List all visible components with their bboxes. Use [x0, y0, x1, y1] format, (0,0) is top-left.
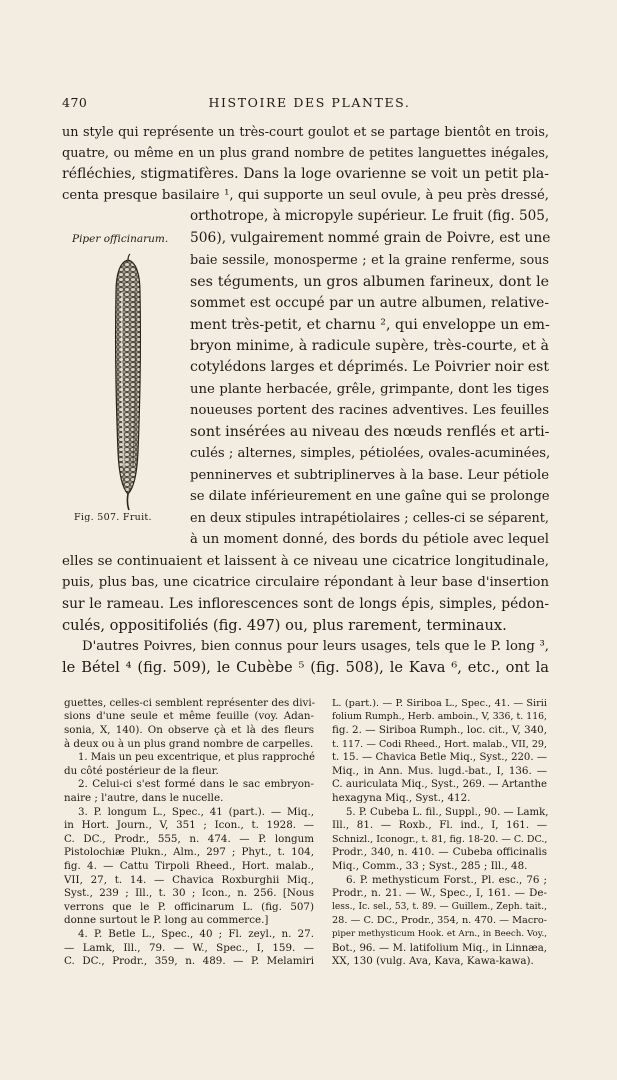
- body-line: sur le rameau. Les inflorescences sont de longs épis, simples, pédon-: [62, 596, 549, 612]
- footnote-line: folium Rumph., Herb. amboin., V, 336, t. 116,: [332, 711, 547, 722]
- body-line: 506), vulgairement nommé grain de Poivre, est une: [190, 230, 551, 246]
- footnote-line: 6. P. methysticum Forst., Pl. esc., 76 ;: [346, 874, 547, 886]
- footnote-line: Miq., in Ann. Mus. lugd.-bat., I, 136. —: [332, 765, 547, 777]
- footnote-line: Syst., 239 ; Ill., t. 30 ; Icon., n. 256. [Nous: [64, 887, 314, 899]
- footnote-line: à deux ou à un plus grand nombre de carpelles.: [64, 738, 314, 750]
- body-line: réfléchies, stigmatifères. Dans la loge ovarienne se voit un petit pla-: [62, 166, 549, 182]
- body-line: puis, plus bas, une cicatrice circulaire répondant à leur base d'insertion: [62, 575, 549, 590]
- footnote-line: 3. P. longum L., Spec., 41 (part.). — Miq.,: [78, 806, 314, 818]
- footnote-line: 2. Celui-ci s'est formé dans le sac embryon-: [78, 778, 314, 790]
- footnote-line: t. 15. — Chavica Betle Miq., Syst., 220. —: [332, 752, 547, 763]
- footnote-line: 4. P. Betle L., Spec., 40 ; Fl. zeyl., n. 27.: [78, 928, 314, 940]
- footnote-line: du côté postérieur de la fleur.: [64, 765, 219, 777]
- body-line: culés ; alternes, simples, pétiolées, ovales-acuminées,: [190, 446, 551, 461]
- body-line: cotylédons larges et déprimés. Le Poivrier noir est: [190, 359, 549, 375]
- body-line: culés, oppositifoliés (fig. 497) ou, plus rarement, terminaux.: [62, 617, 507, 634]
- footnote-line: donne surtout le P. long au commerce.]: [64, 914, 269, 926]
- footnote-line: C. DC., Prodr., 555, n. 474. — P. longum: [64, 833, 314, 845]
- running-header: [62, 95, 557, 115]
- body-line: baie sessile, monosperme ; et la graine renferme, sous: [190, 253, 549, 268]
- footnote-line: Ill., 81. — Roxb., Fl. ind., I, 161. —: [332, 819, 547, 831]
- footnote-line: C. auriculata Miq., Syst., 269. — Artanthe: [332, 779, 547, 790]
- body-line: elles se continuaient et laissent à ce niveau une cicatrice longitudinale,: [62, 554, 549, 569]
- footnote-line: VII, 27, t. 14. — Chavica Roxburghii Miq.,: [64, 874, 314, 886]
- body-line: le Bétel ⁴ (fig. 509), le Cubèbe ⁵ (fig. 508), le Kava ⁶, etc., ont la: [62, 659, 549, 676]
- body-line: quatre, ou même en un plus grand nombre de petites languettes inégales,: [62, 146, 549, 161]
- body-line: orthotrope, à micropyle supérieur. Le fruit (fig. 505,: [190, 208, 550, 224]
- footnote-line: less., Ic. sel., 53, t. 89. — Guillem., Zeph. tait.,: [332, 902, 547, 912]
- footnote-line: Prodr., n. 21. — W., Spec., I, 161. — De-: [332, 887, 547, 899]
- footnote-line: 1. Mais un peu excentrique, et plus rapproché: [78, 752, 316, 763]
- footnote-line: sonia, X, 140). On observe çà et là des fleurs: [64, 724, 314, 736]
- body-line: à un moment donné, des bords du pétiole avec lequel: [190, 532, 549, 547]
- body-line: sont insérées au niveau des nœuds renflés et arti-: [190, 424, 550, 440]
- footnote-line: sions d'une seule et même feuille (voy. Adan-: [64, 710, 314, 722]
- footnote-line: piper methysticum Hook. et Arn., in Beech. Voy.,: [332, 929, 547, 939]
- piper-fruit-spike-illustration: [94, 252, 162, 512]
- footnote-line: Bot., 96. — M. latifolium Miq., in Linnæa,: [332, 943, 547, 954]
- footnote-line: t. 117. — Codi Rheed., Hort. malab., VII, 29,: [332, 739, 547, 750]
- footnote-line: fig. 2. — Siriboa Rumph., loc. cit., V, 340,: [332, 724, 547, 736]
- footnote-line: Schnizl., Iconogr., t. 81, fig. 18-20. — C. DC.,: [332, 834, 548, 845]
- footnote-line: guettes, celles-ci semblent représenter des divi-: [64, 697, 316, 709]
- footnote-line: L. (part.). — P. Siriboa L., Spec., 41. — Sirii: [332, 698, 547, 709]
- figure-caption-number: Fig. 507. Fruit.: [74, 512, 152, 523]
- body-line: centa presque basilaire ¹, qui supporte un seul ovule, à peu près dressé,: [62, 188, 549, 203]
- footnote-line: Prodr., 340, n. 410. — Cubeba officinalis: [332, 846, 547, 858]
- footnote-line: 5. P. Cubeba L. fil., Suppl., 90. — Lamk,: [346, 807, 549, 818]
- body-line: D'autres Poivres, bien connus pour leurs usages, tels que le P. long ³,: [82, 639, 549, 654]
- body-line: noueuses portent des racines adventives. Les feuilles: [190, 403, 549, 418]
- footnote-line: 28. — C. DC., Prodr., 354, n. 470. — Macro-: [332, 915, 547, 926]
- running-title: HISTOIRE DES PLANTES.: [208, 95, 411, 110]
- body-line: ment très-petit, et charnu ², qui enveloppe un em-: [190, 317, 550, 333]
- footnote-line: — Lamk, Ill., 79. — W., Spec., I, 159. —: [64, 942, 314, 954]
- footnote-line: in Hort. Journ., V, 351 ; Icon., t. 1928. —: [64, 819, 314, 831]
- body-line: sommet est occupé par un autre albumen, relative-: [190, 295, 549, 311]
- footnote-line: Miq., Comm., 33 ; Syst., 285 ; Ill., 48.: [332, 860, 528, 872]
- footnote-line: naire ; l'autre, dans le nucelle.: [64, 792, 224, 804]
- footnote-line: hexagyna Miq., Syst., 412.: [332, 792, 471, 804]
- footnote-line: Pistolochiæ Plukn., Alm., 297 ; Phyt., t. 104,: [64, 846, 314, 858]
- body-line: en deux stipules intrapétiolaires ; celles-ci se séparent,: [190, 511, 549, 526]
- page-number: 470: [62, 95, 88, 110]
- body-line: penninerves et subtriplinerves à la base. Leur pétiole: [190, 468, 549, 483]
- figure-caption-species: Piper officinarum.: [72, 233, 169, 245]
- body-line: bryon minime, à radicule supère, très-courte, et à: [190, 338, 549, 354]
- body-line: se dilate inférieurement en une gaîne qui se prolonge: [190, 489, 550, 504]
- footnote-line: fig. 4. — Cattu Tirpoli Rheed., Hort. malab.,: [64, 860, 314, 872]
- footnote-line: verrons que le P. officinarum L. (fig. 507): [64, 901, 314, 913]
- body-line: un style qui représente un très-court goulot et se partage bientôt en trois,: [62, 125, 549, 140]
- footnote-line: C. DC., Prodr., 359, n. 489. — P. Melamiri: [64, 955, 314, 967]
- body-line: une plante herbacée, grêle, grimpante, dont les tiges: [190, 382, 549, 397]
- footnote-line: XX, 130 (vulg. Ava, Kava, Kawa-kawa).: [332, 955, 534, 967]
- body-line: ses téguments, un gros albumen farineux, dont le: [190, 274, 549, 290]
